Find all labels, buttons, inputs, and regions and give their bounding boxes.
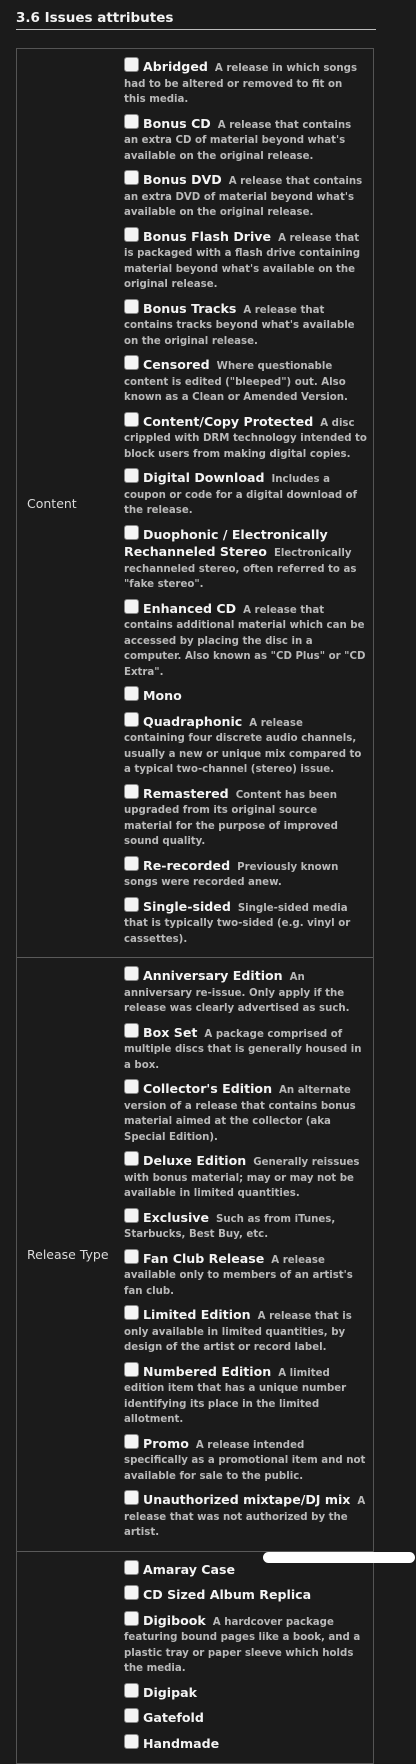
attribute-name[interactable]: Re-recorded [143, 857, 231, 873]
attribute-option [124, 966, 367, 1017]
attribute-name[interactable]: Digital Download [143, 470, 265, 485]
attribute-name[interactable]: Gatefold [143, 1710, 204, 1725]
attribute-checkbox[interactable] [124, 170, 139, 185]
attribute-description: An anniversary re-issue. Only apply if the release was clearly advertised as such. [124, 972, 350, 1014]
group-options [120, 49, 373, 957]
attribute-description: Such as from iTunes, Starbucks, Best Buy, etc. [124, 1213, 336, 1240]
attribute-option [124, 1151, 367, 1202]
attribute-checkbox[interactable] [124, 784, 139, 799]
attribute-name[interactable]: Digipak [143, 1684, 197, 1700]
attribute-description: Content has been upgraded from its original source material for the purpose of improved sound quality. [124, 789, 338, 847]
attribute-checkbox[interactable] [124, 1490, 139, 1505]
attributes-table [16, 48, 374, 1764]
attribute-description: Previously known songs were recorded anew. [124, 861, 339, 888]
group-label [17, 1552, 120, 1764]
attribute-option [124, 686, 367, 706]
attribute-name[interactable]: Collector's Edition [143, 1081, 273, 1096]
attribute-checkbox[interactable] [124, 227, 139, 242]
attribute-option [124, 1708, 367, 1728]
attribute-description: A package comprised of multiple discs that is generally housed in a box. [124, 1028, 362, 1071]
attribute-option [124, 1023, 367, 1074]
attribute-description: A release that contains an extra DVD of material beyond what's available on the original release. [124, 176, 363, 218]
attribute-name[interactable]: Single-sided [143, 898, 231, 914]
attribute-name[interactable]: CD Sized Album Replica [143, 1587, 312, 1602]
attribute-description: A hardcover package featuring bound pages like a book, and a plastic tray or paper sleeve which holds the media. [124, 1616, 361, 1674]
attribute-name[interactable]: Bonus DVD [143, 172, 222, 187]
attribute-name[interactable]: Enhanced CD [143, 600, 237, 616]
attribute-description: A release that contains tracks beyond what's available on the original release. [124, 304, 355, 347]
attribute-description: A release intended specifically as a promotional item and not available for sale to the public. [124, 1439, 366, 1482]
attribute-checkbox[interactable] [124, 1362, 139, 1377]
attribute-checkbox[interactable] [124, 1683, 139, 1698]
attribute-checkbox[interactable] [124, 1079, 139, 1094]
attribute-option [124, 1734, 367, 1754]
attribute-name[interactable]: Fan Club Release [143, 1250, 265, 1266]
attribute-checkbox[interactable] [124, 712, 139, 727]
attribute-name[interactable]: Remastered [143, 785, 229, 801]
attribute-description: A release that contains an extra CD of material beyond what's available on the original release. [124, 119, 352, 162]
attribute-name[interactable]: Box Set [143, 1024, 198, 1040]
attribute-name[interactable]: Bonus CD [143, 115, 211, 131]
attribute-description: A release that is packaged with a flash drive containing material beyond what's available on the original release. [124, 232, 361, 290]
attribute-checkbox[interactable] [124, 1560, 139, 1575]
attribute-option [124, 897, 367, 948]
attribute-checkbox[interactable] [124, 966, 139, 981]
attribute-name[interactable]: Bonus Flash Drive [143, 228, 272, 244]
attribute-option [124, 114, 367, 165]
attribute-option [124, 1208, 367, 1243]
attribute-option [124, 599, 367, 681]
attribute-description: A limited edition item that has a unique number identifying its place in the limited allotment. [124, 1367, 347, 1425]
section-title: 3.6 Issues attributes [16, 10, 376, 30]
attribute-description: Electronically rechanneled stereo, often referred to as "fake stereo". [124, 548, 357, 590]
attribute-option [124, 170, 367, 221]
attribute-name[interactable]: Numbered Edition [143, 1363, 272, 1379]
attribute-name[interactable]: Anniversary Edition [143, 968, 283, 983]
attribute-name[interactable]: Quadraphonic [143, 713, 243, 729]
attribute-group-row [17, 957, 373, 1551]
attribute-group-row [17, 49, 373, 957]
attribute-option [124, 412, 367, 463]
attribute-option [124, 856, 367, 891]
attribute-name[interactable]: Bonus Tracks [143, 300, 237, 316]
attribute-name[interactable]: Censored [143, 357, 210, 372]
attribute-checkbox[interactable] [124, 1151, 139, 1166]
attribute-name[interactable]: Promo [143, 1435, 189, 1451]
attribute-name[interactable]: Digibook [143, 1612, 206, 1628]
attribute-option [124, 712, 367, 778]
group-label: Content [27, 495, 77, 511]
attribute-checkbox[interactable] [124, 1305, 139, 1320]
attribute-description: A disc crippled with DRM technology intended to block users from making digital copies. [124, 417, 367, 460]
attribute-checkbox[interactable] [124, 1708, 139, 1723]
attribute-checkbox[interactable] [124, 355, 139, 370]
attribute-name[interactable]: Exclusive [143, 1209, 210, 1225]
attribute-description: Single-sided media that is typically two-sided (e.g. vinyl or cassettes). [124, 902, 351, 945]
attribute-name[interactable]: Unauthorized mixtape/DJ mix [143, 1492, 351, 1507]
attribute-name[interactable]: Amaray Case [143, 1561, 236, 1577]
attribute-description: A release that contains additional material which can be accessed by placing the disc in a computer. Also known as "CD Plus" or "CD Extra". [124, 604, 366, 678]
attribute-description: A release containing four discrete audio channels, usually a new or unique mix compared to a typical two-channel (stereo) issue. [124, 717, 362, 775]
attribute-name[interactable]: Abridged [143, 59, 208, 74]
attribute-option [124, 1585, 367, 1605]
attribute-checkbox[interactable] [124, 1023, 139, 1038]
attribute-description: A release in which songs had to be altered or removed to fit on this media. [124, 63, 358, 105]
group-label: Release Type [27, 1246, 109, 1262]
attribute-group-row [17, 1551, 373, 1764]
attribute-checkbox[interactable] [124, 856, 139, 871]
attribute-name[interactable]: Handmade [143, 1735, 220, 1751]
attribute-option [124, 1305, 367, 1356]
attribute-name[interactable]: Mono [143, 688, 182, 703]
attribute-option [124, 1611, 367, 1677]
attribute-name[interactable]: Duophonic / Electronically Rechanneled Stereo [124, 526, 328, 559]
group-options [120, 1552, 373, 1764]
attribute-checkbox[interactable] [124, 599, 139, 614]
attribute-name[interactable]: Limited Edition [143, 1307, 251, 1322]
attribute-checkbox[interactable] [124, 1734, 139, 1749]
attribute-option [124, 57, 367, 108]
attribute-option [124, 299, 367, 350]
attribute-name[interactable]: Deluxe Edition [143, 1153, 247, 1168]
attribute-option [124, 784, 367, 850]
attribute-description: A release that is only available in limited quantities, by design of the artist or record label. [124, 1311, 352, 1353]
attribute-option [124, 1249, 367, 1300]
attribute-checkbox[interactable] [124, 525, 139, 540]
horizontal-scrollbar[interactable] [263, 1552, 415, 1563]
attribute-checkbox[interactable] [124, 468, 139, 483]
attribute-checkbox[interactable] [124, 1208, 139, 1223]
group-options [120, 958, 373, 1551]
attribute-option [124, 227, 367, 293]
attribute-checkbox[interactable] [124, 1611, 139, 1626]
attribute-description: Where questionable content is edited ("bleeped") out. Also known as a Clean or Amended Version. [124, 361, 348, 403]
attribute-description: Generally reissues with bonus material; may or may not be available in limited quantities. [124, 1157, 360, 1199]
attribute-checkbox[interactable] [124, 1585, 139, 1600]
attribute-option [124, 1362, 367, 1428]
attribute-name[interactable]: Content/Copy Protected [143, 413, 314, 429]
attribute-checkbox[interactable] [124, 1434, 139, 1449]
attribute-checkbox[interactable] [124, 299, 139, 314]
attribute-checkbox[interactable] [124, 1249, 139, 1264]
attribute-option [124, 1490, 367, 1541]
attribute-checkbox[interactable] [124, 686, 139, 701]
attribute-option [124, 468, 367, 519]
attribute-checkbox[interactable] [124, 412, 139, 427]
attribute-option [124, 355, 367, 406]
attribute-option [124, 1434, 367, 1485]
attribute-option [124, 1079, 367, 1145]
attribute-checkbox[interactable] [124, 57, 139, 72]
attribute-checkbox[interactable] [124, 897, 139, 912]
attribute-description: A release that was not authorized by the artist. [124, 1496, 366, 1538]
attribute-description: An alternate version of a release that contains bonus material aimed at the collector (aka Special Edition). [124, 1085, 356, 1143]
attribute-description: Includes a coupon or code for a digital download of the release. [124, 474, 358, 516]
attribute-description: A release available only to members of an artist's fan club. [124, 1254, 353, 1297]
attribute-option [124, 525, 367, 593]
attribute-checkbox[interactable] [124, 114, 139, 129]
attribute-option [124, 1683, 367, 1703]
